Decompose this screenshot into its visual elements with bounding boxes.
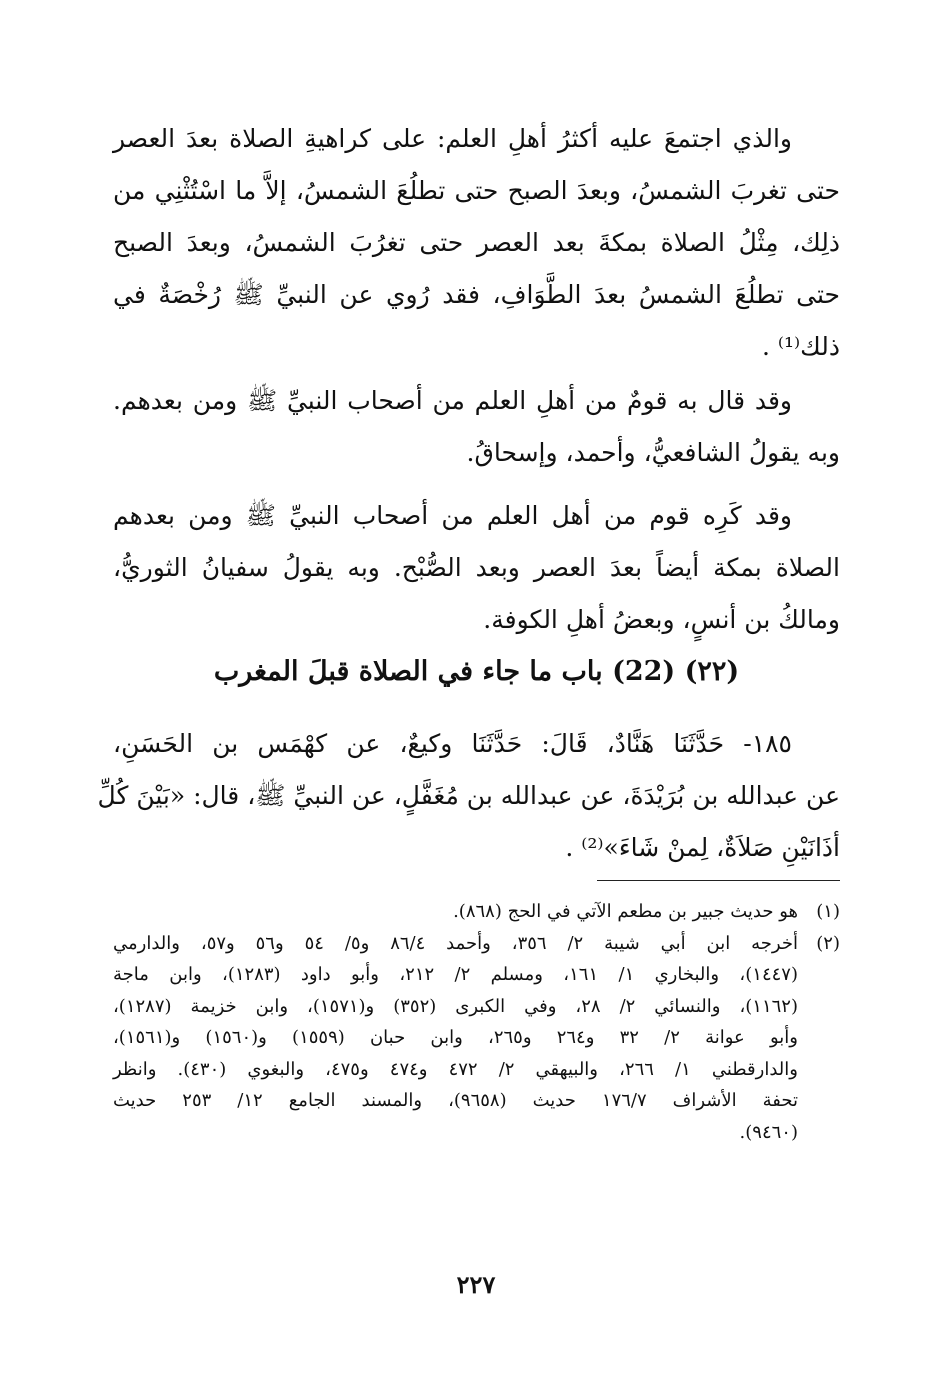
paragraph-3-text: [113, 490, 840, 646]
footnote-line: تحفة الأشراف ١٧٦/٧ حديث (٩٦٥٨)، والمسند الجامع ١٢/ ٢٥٣ حديث: [113, 1090, 798, 1111]
chapter-heading: (٢٢) (22) باب ما جاء في الصلاة قبلَ المغرب: [213, 656, 740, 687]
text-line: أذَانَيْنِ صَلاَةٌ، لِمنْ شَاءَ»⁽²⁾ .: [565, 833, 840, 862]
text-line: عن عبدالله بن بُرَيْدَةَ، عن عبدالله بن مُغَفَّلٍ، عن النبيِّ ﷺ، قال: «بَيْنَ كُلِّ: [97, 781, 840, 810]
footnote-number: (١): [816, 901, 840, 922]
text-line: والذي اجتمعَ عليه أكثرُ أهلِ العلم: على كراهيةِ الصلاة بعدَ العصر: [113, 124, 792, 153]
paragraph-2-text: [113, 375, 840, 479]
footnote-2: [113, 928, 840, 1149]
footnote-line: (١١٦٢)، والنسائي ٢/ ٢٨، وفي الكبرى (٣٥٢) و(١٥٧١)، وابن خزيمة (١٢٨٧)،: [113, 995, 798, 1017]
hadith-text: [97, 718, 840, 874]
footnote-line: (١٤٤٧)، والبخاري ١/ ١٦١، ومسلم ٢/ ٢١٢، وأبو داود (١٢٨٣)، وابن ماجة: [113, 964, 798, 985]
footnotes: [113, 896, 840, 1148]
paragraph-1-text: [113, 113, 840, 373]
footnote-line: والدارقطني ١/ ٢٦٦، والبيهقي ٢/ ٤٧٢ و٤٧٤ و٤٧٥، والبغوي (٤٣٠). وانظر: [113, 1058, 798, 1080]
footnote-body: [113, 896, 798, 928]
text-line: الصلاة بمكة أيضاً بعدَ العصر وبعد الصُّبْح. وبه يقولُ سفيانُ الثوريُّ،: [113, 553, 840, 582]
text-line: وبه يقولُ الشافعيُّ، وأحمد، وإسحاقُ.: [466, 438, 840, 467]
footnote-body: [113, 928, 798, 1149]
paragraph-1: [113, 113, 840, 373]
footnote-line: وأبو عوانة ٢/ ٣٢ و٢٦٤ و٢٦٥، وابن حبان (١٥٥٩) و(١٥٦٠) و(١٥٦١)،: [113, 1027, 798, 1048]
text-line: ذلك⁽¹⁾ .: [761, 332, 840, 361]
text-line: ١٨٥- حَدَّثَنَا هَنَّادٌ، قَالَ: حَدَّثَنَا وكيعٌ، عن كهْمَس بن الحَسَنِ،: [113, 729, 792, 758]
text-line: حتى تطلُعَ الشمسُ بعدَ الطَّوَافِ، فقد رُوي عن النبيِّ ﷺ رُخْصَةٌ في: [113, 280, 840, 309]
footnote-number: (٢): [816, 932, 840, 954]
text-line: حتى تغربَ الشمسُ، وبعدَ الصبح حتى تطلُعَ الشمسُ، إلاَّ ما اسْتُثْنِي من: [113, 176, 840, 205]
footnote-line: (٩٤٦٠).: [739, 1121, 798, 1143]
text-line: وقد كَرِه قوم من أهل العلم من أصحاب النبيِّ ﷺ ومن بعدهم: [113, 501, 792, 530]
page-number: ٢٢٧: [456, 1270, 496, 1299]
text-line: ومالكُ بن أنسٍ، وبعضُ أهلِ الكوفة.: [483, 605, 840, 634]
footnote-1: [113, 896, 840, 928]
paragraph-3: [113, 490, 840, 646]
footnote-separator: [597, 880, 840, 881]
paragraph-2: [113, 375, 840, 479]
footnote-line: هو حديث جبير بن مطعم الآتي في الحج (٨٦٨).: [453, 901, 798, 922]
text-line: ذلِك، مِثْلُ الصلاة بمكةَ بعد العصر حتى تغرُبَ الشمسُ، وبعدَ الصبح: [113, 228, 841, 257]
footnote-line: أخرجه ابن أبي شيبة ٢/ ٣٥٦، وأحمد ٨٦/٤ و٥/ ٥٤ و٥٦ و٥٧، والدارمي: [113, 932, 798, 954]
paragraph-4: [97, 718, 840, 874]
text-line: وقد قال به قومٌ من أهلِ العلم من أصحاب النبيِّ ﷺ ومن بعدهم.: [113, 386, 792, 415]
